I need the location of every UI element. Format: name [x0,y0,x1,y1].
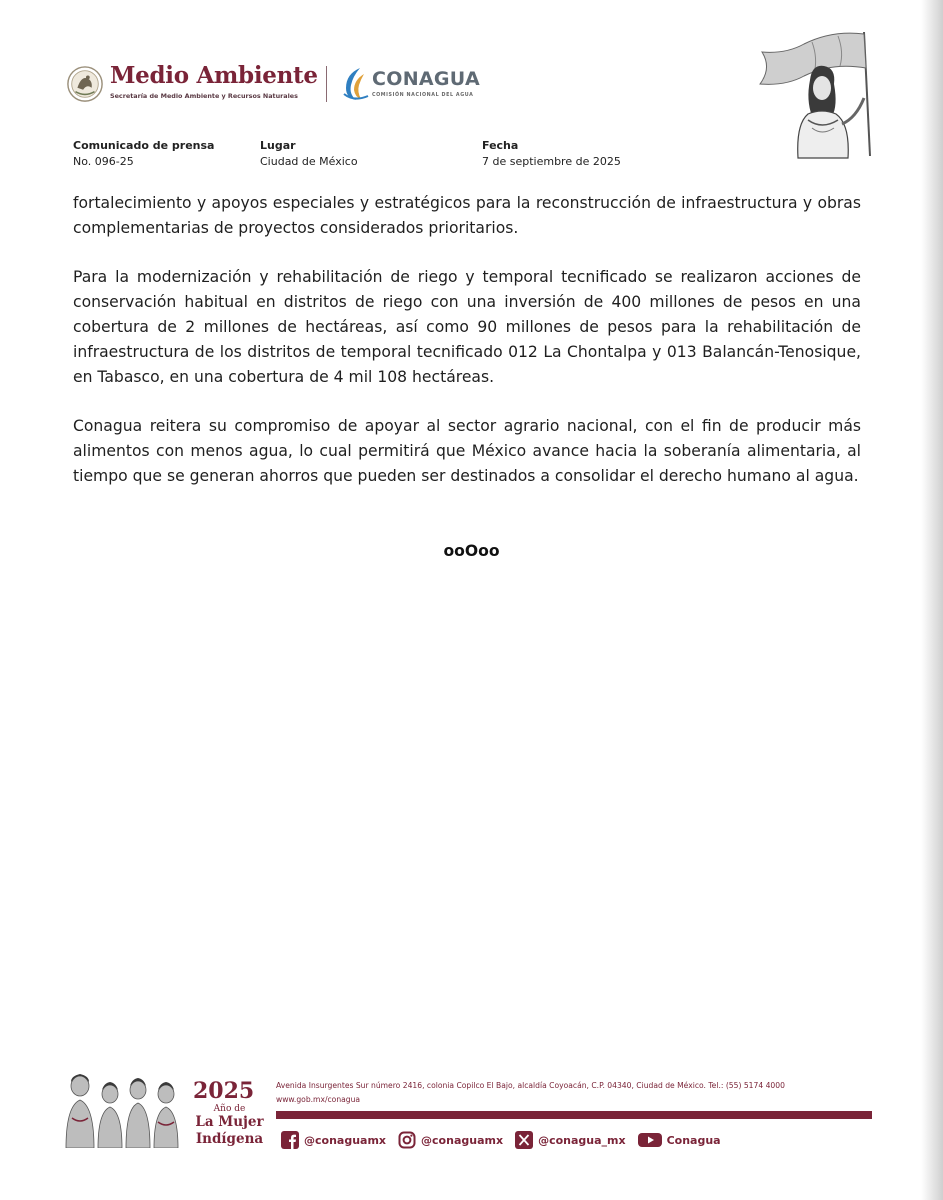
social-handle: @conaguamx [304,1133,387,1147]
date-label: Fecha [482,139,519,152]
ministry-subtitle: Secretaría de Medio Ambiente y Recursos Naturales [110,92,298,100]
location-value: Ciudad de México [260,155,358,168]
woman-with-flag-illustration [752,28,874,160]
facebook-icon [281,1131,299,1149]
press-release-label: Comunicado de prensa [73,139,215,152]
x-icon [515,1131,533,1149]
date-value: 7 de septiembre de 2025 [482,155,621,168]
indigenous-women-illustration [62,1070,190,1148]
location-block [260,138,358,170]
footer-bar [276,1111,872,1119]
social-links [281,1130,733,1150]
footer-address: Avenida Insurgentes Sur número 2416, colonia Copilco El Bajo, alcaldía Coyoacán, C.P. 04340, Ciudad de México. Tel.: (55) 5174 4000 [276,1081,785,1090]
social-handle: @conaguamx [421,1133,504,1147]
ministry-title: Medio Ambiente [110,62,318,89]
location-label: Lugar [260,139,296,152]
social-handle: Conagua [666,1133,721,1147]
body-paragraph: fortalecimiento y apoyos especiales y estratégicos para la reconstrucción de infraestructura y obras complementarias de proyectos considerados prioritarios. [73,194,861,237]
youtube-icon [638,1131,662,1149]
social-link-x[interactable] [515,1131,626,1149]
conagua-water-logo-icon [340,64,370,104]
body-paragraph: Conagua reitera su compromiso de apoyar al sector agrario nacional, con el fin de producir más alimentos con menos agua, lo cual permitirá que México avance hacia la soberanía alimentaria, al tiempo que se generan ahorros que pueden ser destinados a consolidar el derecho humano al agua. [73,417,861,485]
date-block [482,138,621,170]
instagram-icon [398,1131,416,1149]
social-handle: @conagua_mx [538,1133,626,1147]
mexico-coat-of-arms-icon [66,64,104,104]
social-link-youtube[interactable] [638,1131,721,1149]
body-paragraph: Para la modernización y rehabilitación de riego y temporal tecnificado se realizaron acciones de conservación habitual en distritos de riego con una inversión de 400 millones de pesos en una cobertura de 2 millones de hectáreas, así como 90 millones de pesos para la rehabilitación de infraestructura de los distritos de temporal tecnificado 012 La Chontalpa y 013 Balancán-Tenosique, en Tabasco, en una cobertura de 4 mil 108 hectáreas. [73,268,861,386]
header-logos [64,62,494,110]
page-edge-shadow [921,0,943,1200]
press-release-number: No. 096-25 [73,155,134,168]
agency-subtitle: COMISIÓN NACIONAL DEL AGUA [372,93,474,98]
year-caption: Año de [213,1104,246,1114]
footer-website-link[interactable]: www.gob.mx/conagua [276,1095,361,1104]
year-title: 2025 [193,1078,255,1104]
social-link-instagram[interactable] [398,1131,503,1149]
agency-title: CONAGUA [372,68,480,90]
social-link-facebook[interactable] [281,1131,386,1149]
year-theme: La Mujer Indígena [195,1114,264,1147]
press-release-block [73,138,214,170]
logo-divider [326,66,327,102]
end-mark: ooOoo [443,542,500,560]
